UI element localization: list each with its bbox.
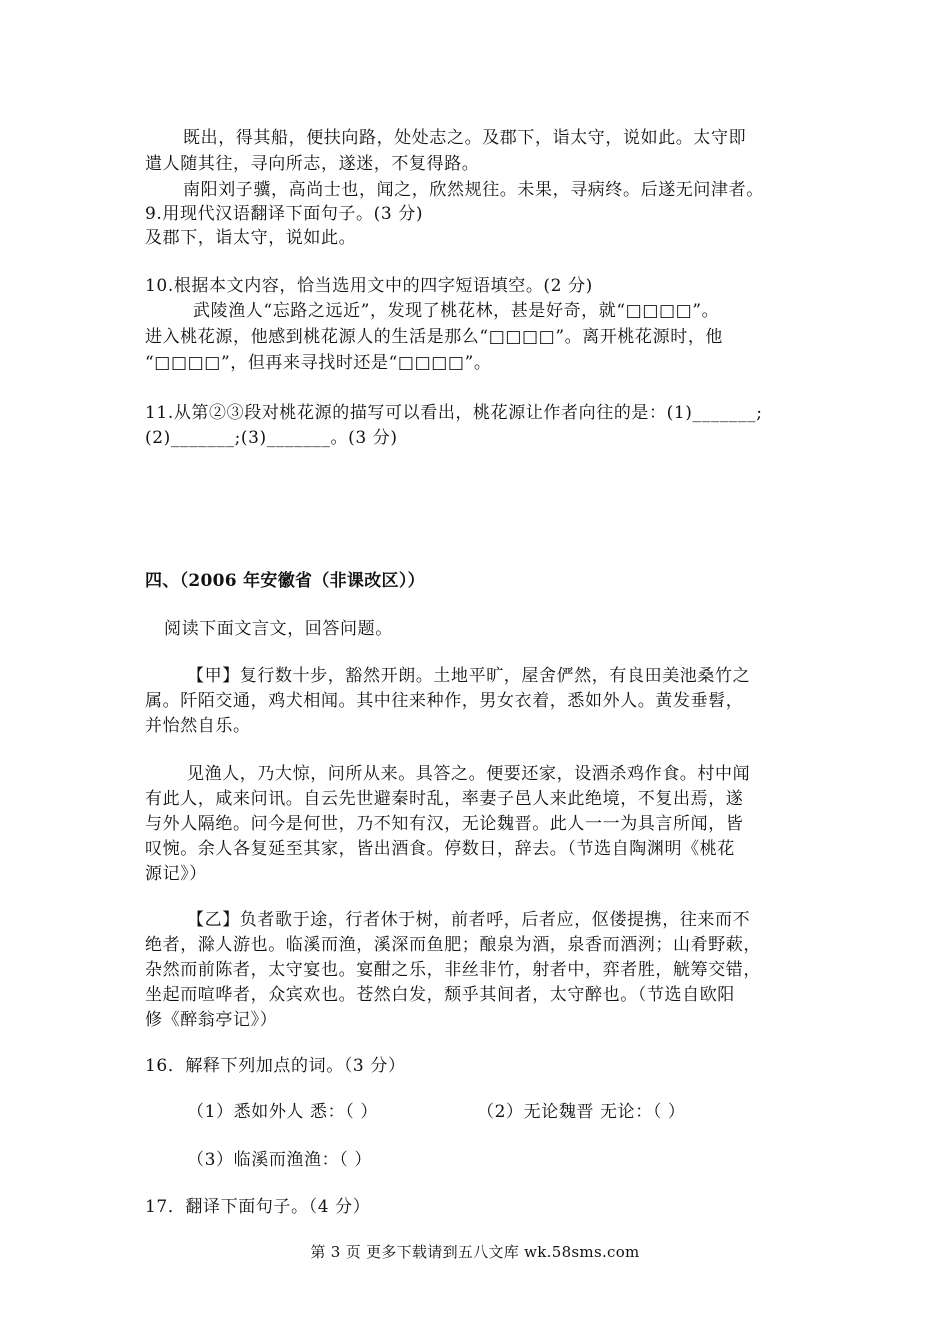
passage-line: 遣人随其往，寻向所志，遂迷，不复得路。 — [145, 154, 480, 174]
question-11: 11.从第②③段对桃花源的描写可以看出，桃花源让作者向往的是：(1)_______; — [145, 403, 763, 423]
passage-jia2-line: 与外人隔绝。问今是何世，乃不知有汉，无论魏晋。此人一一为具言所闻，皆 — [145, 814, 744, 834]
question-9: 9.用现代汉语翻译下面句子。(3 分) — [145, 204, 424, 224]
page-footer: 第 3 页 更多下载请到五八文库 wk.58sms.com — [310, 1243, 640, 1261]
question-16-item-1: （1）悉如外人 悉：（ ） — [187, 1102, 378, 1122]
question-10-line: 进入桃花源，他感到桃花源人的生活是那么“□□□□”。离开桃花源时，他 — [145, 327, 724, 347]
passage-jia2-line: 有此人，咸来问讯。自云先世避秦时乱，率妻子邑人来此绝境，不复出焉，遂 — [145, 789, 744, 809]
passage-yi-line: 【乙】负者歌于途，行者休于树，前者呼，后者应，伛偻提携，往来而不 — [187, 910, 751, 930]
passage-yi-line: 绝者，滁人游也。临溪而渔，溪深而鱼肥；酿泉为酒，泉香而酒洌；山肴野蔌， — [145, 935, 761, 955]
question-9-sentence: 及郡下，诣太守，说如此。 — [145, 228, 357, 248]
passage-yi-line: 坐起而喧哗者，众宾欢也。苍然白发，颓乎其间者，太守醉也。（节选自欧阳 — [145, 985, 735, 1005]
passage-jia-line: 并怡然自乐。 — [145, 716, 251, 736]
passage-jia2-line: 源记》） — [145, 864, 207, 884]
passage-jia2-line: 叹惋。余人各复延至其家，皆出酒食。停数日，辞去。（节选自陶渊明《桃花 — [145, 839, 735, 859]
question-10-line: 武陵渔人“忘路之远近”，发现了桃花林，甚是好奇，就“□□□□”。 — [193, 301, 720, 321]
passage-line: 南阳刘子骥，高尚士也，闻之，欣然规往。未果，寻病终。后遂无问津者。 — [183, 180, 764, 200]
passage-yi-line: 杂然而前陈者，太守宴也。宴酣之乐，非丝非竹，射者中，弈者胜，觥筹交错， — [145, 960, 761, 980]
passage-jia-line: 属。阡陌交通，鸡犬相闻。其中往来种作，男女衣着，悉如外人。黄发垂髫， — [145, 691, 744, 711]
question-16-item-3: （3）临溪而渔渔：（ ） — [187, 1150, 372, 1170]
passage-line: 既出，得其船，便扶向路，处处志之。及郡下，诣太守，说如此。太守即 — [183, 128, 747, 148]
question-11-line: (2)_______;(3)_______。(3 分) — [145, 428, 398, 448]
section-instruction: 阅读下面文言文，回答问题。 — [164, 619, 393, 639]
passage-jia-line: 【甲】复行数十步，豁然开朗。土地平旷，屋舍俨然，有良田美池桑竹之 — [187, 666, 751, 686]
question-10: 10.根据本文内容，恰当选用文中的四字短语填空。(2 分) — [145, 276, 593, 296]
passage-jia2-line: 见渔人，乃大惊，问所从来。具答之。便要还家，设酒杀鸡作食。村中闻 — [187, 764, 751, 784]
question-16-item-2: （2）无论魏晋 无论：（ ） — [477, 1102, 686, 1122]
question-16: 16．解释下列加点的词。（3 分） — [145, 1056, 406, 1076]
question-10-line: “□□□□”，但再来寻找时还是“□□□□”。 — [145, 353, 492, 373]
section-heading: 四、（2006 年安徽省（非课改区）） — [145, 571, 425, 591]
question-17: 17．翻译下面句子。（4 分） — [145, 1197, 371, 1217]
passage-yi-line: 修《醉翁亭记》） — [145, 1010, 278, 1030]
